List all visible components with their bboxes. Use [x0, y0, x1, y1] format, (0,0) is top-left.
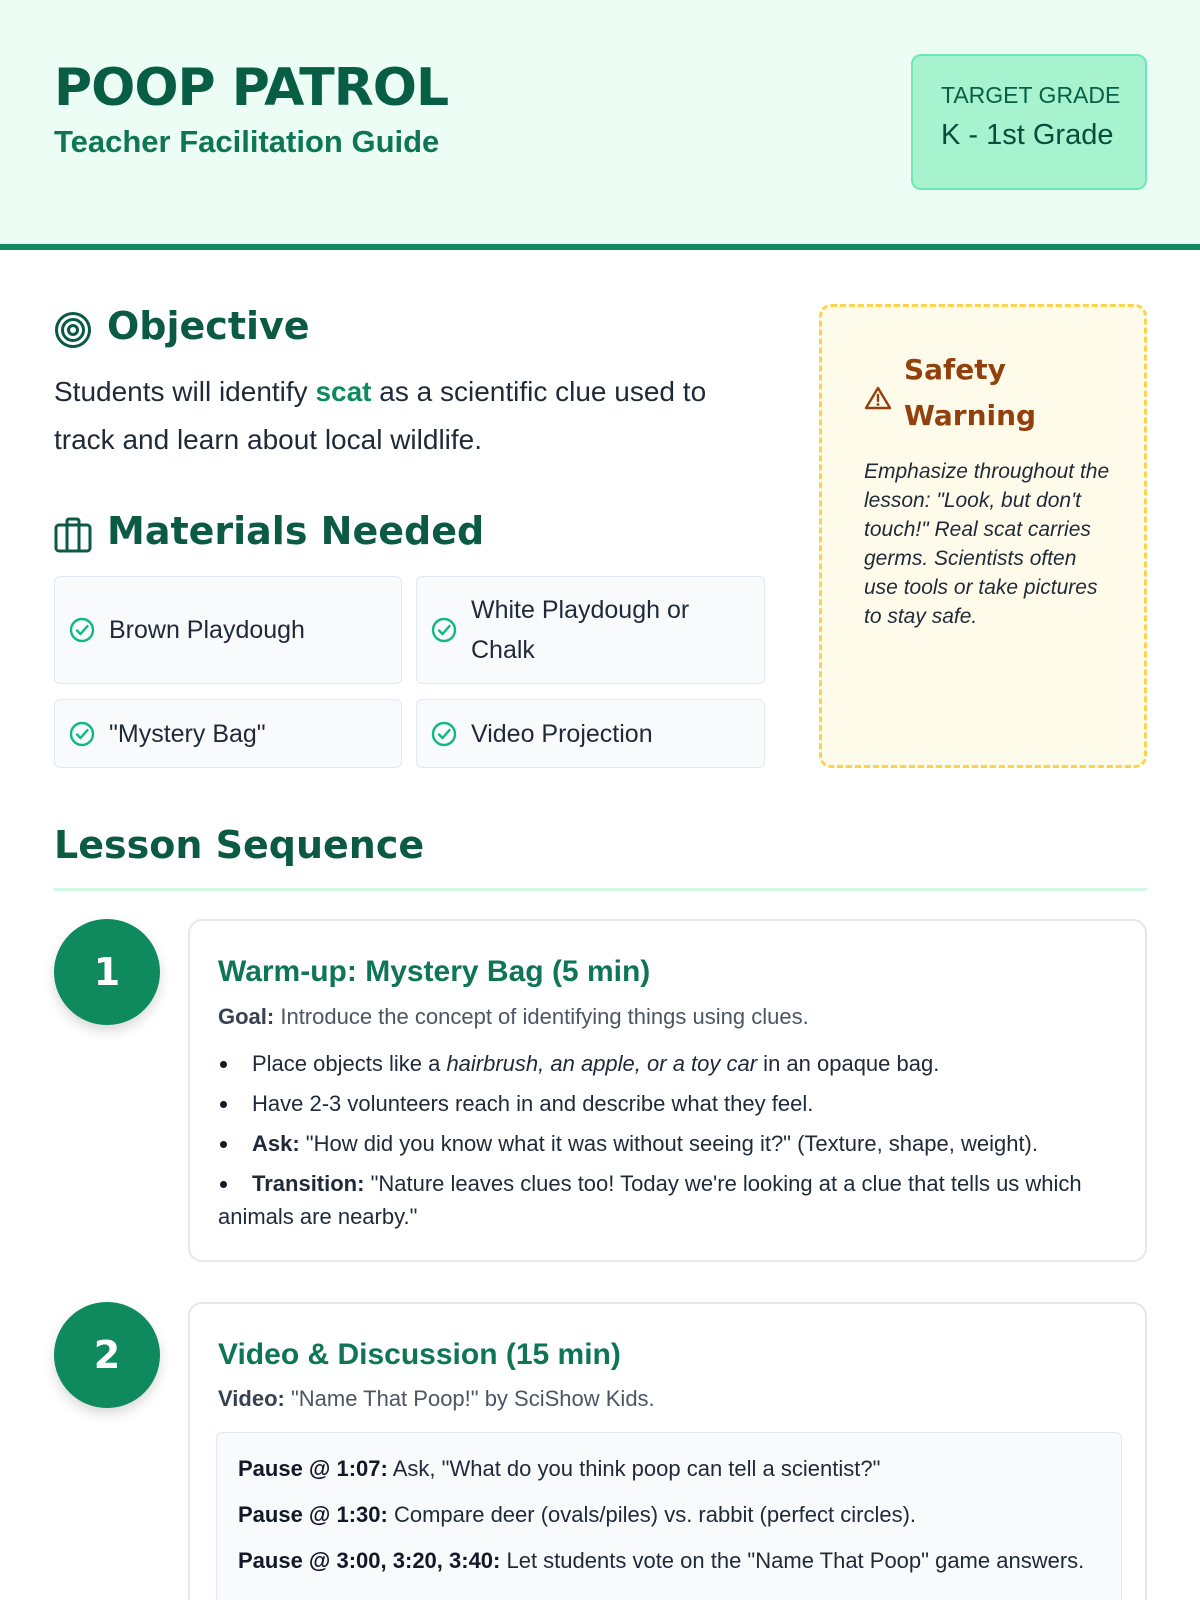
pause-text: Let students vote on the "Name That Poop" game answers. [500, 1548, 1085, 1573]
lesson-sequence-heading: Lesson Sequence [54, 823, 425, 867]
objective-heading: Objective [107, 304, 310, 348]
safety-title: Safety Warning [904, 353, 1037, 432]
check-circle-icon [69, 721, 95, 747]
bullet-label: Transition: [252, 1171, 365, 1196]
step-title: Video & Discussion (15 min) [218, 1338, 621, 1371]
material-label: Brown Playdough [109, 616, 305, 644]
check-circle-icon [431, 721, 457, 747]
material-item [416, 699, 765, 768]
safety-text: Emphasize throughout the lesson: "Look, but don't touch!" Real scat carries germs. Scientists often use tools or take pictures to stay safe. [864, 460, 1110, 628]
page-subtitle: Teacher Facilitation Guide [54, 124, 440, 159]
bullet-text: "How did you know what it was without seeing it?" (Texture, shape, weight). [299, 1131, 1038, 1156]
pause-text: Ask, "What do you think poop can tell a scientist?" [387, 1456, 881, 1481]
pause-label: Pause @ 1:30: [238, 1502, 388, 1527]
page-header [0, 0, 1200, 250]
objective-highlight-term: scat [315, 376, 372, 407]
material-item [416, 576, 765, 684]
bullet-text: "Nature leaves clues too! Today we're looking at a clue that tells us which animals are nearby." [218, 1171, 1082, 1229]
bullet-label: Ask: [252, 1131, 300, 1156]
objective-text-part: Students will identify [54, 376, 316, 407]
pause-text: Compare deer (ovals/piles) vs. rabbit (perfect circles). [387, 1502, 917, 1527]
target-grade-badge [911, 54, 1147, 190]
bullet-text: in an opaque bag. [757, 1051, 940, 1076]
material-item [54, 699, 402, 768]
page-title: POOP PATROL [54, 58, 449, 118]
step-bullet-list [218, 1047, 1118, 1240]
step-card [188, 1302, 1147, 1600]
objective-text [54, 368, 774, 464]
pause-point [238, 1545, 1098, 1576]
materials-heading: Materials Needed [107, 509, 485, 553]
list-item [218, 1127, 1118, 1160]
step-card [188, 919, 1147, 1262]
briefcase-icon [54, 517, 92, 553]
pause-point [238, 1453, 1121, 1484]
pause-label: Pause @ 3:00, 3:20, 3:40: [238, 1548, 501, 1573]
bullet-text: Place objects like a [252, 1051, 447, 1076]
step-title: Warm-up: Mystery Bag (5 min) [218, 955, 651, 988]
check-circle-icon [69, 617, 95, 643]
step-number-badge: 2 [54, 1302, 160, 1408]
section-divider [54, 888, 1147, 891]
check-circle-icon [431, 617, 457, 643]
pause-label: Pause @ 1:07: [238, 1456, 388, 1481]
video-label: Video: [218, 1386, 285, 1411]
list-item [218, 1167, 1118, 1233]
material-label: White Playdough or Chalk [471, 596, 690, 664]
video-text: "Name That Poop!" by SciShow Kids. [284, 1386, 655, 1411]
material-item [54, 576, 402, 684]
bullet-italic-text: hairbrush, an apple, or a toy car [446, 1051, 758, 1076]
goal-label: Goal: [218, 1004, 275, 1029]
target-grade-label: TARGET GRADE [941, 82, 1121, 108]
objective-text-part: as a scientific clue used to track and learn about local wildlife. [54, 376, 707, 455]
step-number-badge: 1 [54, 919, 160, 1025]
target-grade-value: K - 1st Grade [941, 119, 1114, 151]
list-item [218, 1087, 1118, 1120]
material-label: Video Projection [471, 719, 653, 748]
goal-text: Introduce the concept of identifying things using clues. [274, 1004, 809, 1029]
pause-points-box [216, 1432, 1122, 1600]
warning-triangle-icon [864, 385, 892, 411]
material-label: "Mystery Bag" [109, 719, 266, 748]
safety-warning-box [819, 304, 1147, 768]
list-item [218, 1047, 1118, 1080]
step-video-info [218, 1386, 655, 1412]
bullet-text: Have 2-3 volunteers reach in and describe what they feel. [252, 1091, 814, 1116]
target-icon [54, 311, 92, 349]
pause-point [238, 1499, 1121, 1530]
step-goal [218, 1004, 809, 1030]
